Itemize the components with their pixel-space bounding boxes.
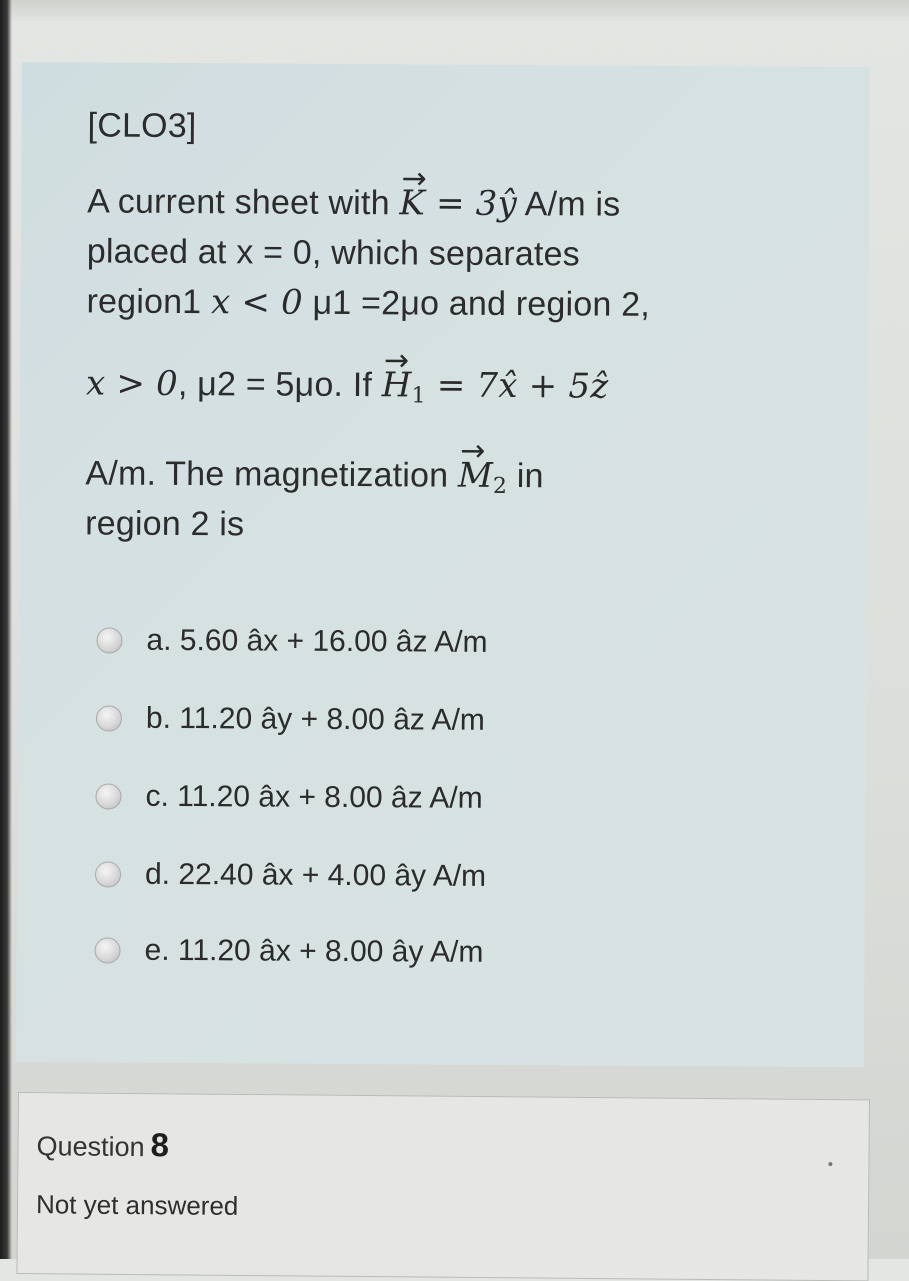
option-e-label: e. 11.20 âx + 8.00 ây A/m xyxy=(144,933,484,969)
radio-button-a[interactable] xyxy=(96,627,122,653)
question-tag: [CLO3] xyxy=(87,106,197,146)
option-d-label: d. 22.40 âx + 4.00 ây A/m xyxy=(144,857,487,893)
region1-condition: x < 0 xyxy=(210,282,304,323)
option-b-label: b. 11.20 ây + 8.00 âz A/m xyxy=(145,701,485,737)
subscript-1: 1 xyxy=(411,383,426,409)
photo-top-edge xyxy=(0,0,909,24)
question-label xyxy=(36,1125,169,1164)
radio-button-d[interactable] xyxy=(95,861,121,887)
option-e[interactable] xyxy=(94,927,614,976)
equals-seven: = 7 xyxy=(425,365,499,406)
question-status-card xyxy=(16,1092,870,1281)
question-text: in xyxy=(507,456,544,496)
question-text: , μ2 = 5μo. If xyxy=(177,364,382,405)
flag-icon[interactable] xyxy=(828,1162,832,1166)
plus-five: + 5 xyxy=(517,366,591,407)
question-text: region1 xyxy=(86,282,212,322)
equation-h1 xyxy=(426,365,609,406)
region2-condition: x > 0 xyxy=(85,363,179,404)
vector-k: → K xyxy=(399,178,425,228)
option-a-label: a. 5.60 âx + 16.00 âz A/m xyxy=(146,623,488,659)
answer-status: Not yet answered xyxy=(35,1189,239,1221)
option-c[interactable] xyxy=(95,773,615,822)
radio-button-b[interactable] xyxy=(96,705,122,731)
question-line-6: region 2 is xyxy=(85,504,245,544)
option-c-label: c. 11.20 âx + 8.00 âz A/m xyxy=(145,779,483,815)
option-a[interactable] xyxy=(96,617,616,666)
vector-h1 xyxy=(382,360,426,421)
question-text: A current sheet with xyxy=(87,182,400,223)
photo-left-edge xyxy=(0,0,12,1259)
question-text: A/m. The magnetization xyxy=(85,454,459,495)
radio-button-c[interactable] xyxy=(95,783,121,809)
question-line-2: placed at x = 0, which separates xyxy=(86,232,581,274)
unit-y: ŷ xyxy=(497,183,518,225)
question-panel xyxy=(16,62,870,1067)
option-d[interactable] xyxy=(95,851,615,900)
vector-h: H xyxy=(381,365,412,406)
question-line-4 xyxy=(86,358,846,424)
question-number: 8 xyxy=(150,1126,170,1164)
question-text: A/m is xyxy=(516,185,621,224)
question-text: μ1 =2μo and region 2, xyxy=(302,283,651,324)
unit-x: x̂ xyxy=(498,365,518,407)
equation-k xyxy=(425,183,517,224)
unit-z: ẑ xyxy=(590,366,609,407)
question-word: Question xyxy=(36,1131,145,1163)
question-line-3 xyxy=(86,276,846,331)
subscript-2: 2 xyxy=(492,473,508,499)
question-line-1 xyxy=(87,176,847,231)
equals-three: = 3 xyxy=(424,183,498,224)
option-b[interactable] xyxy=(96,695,616,744)
radio-button-e[interactable] xyxy=(94,937,120,963)
vector-m: M xyxy=(457,455,494,496)
